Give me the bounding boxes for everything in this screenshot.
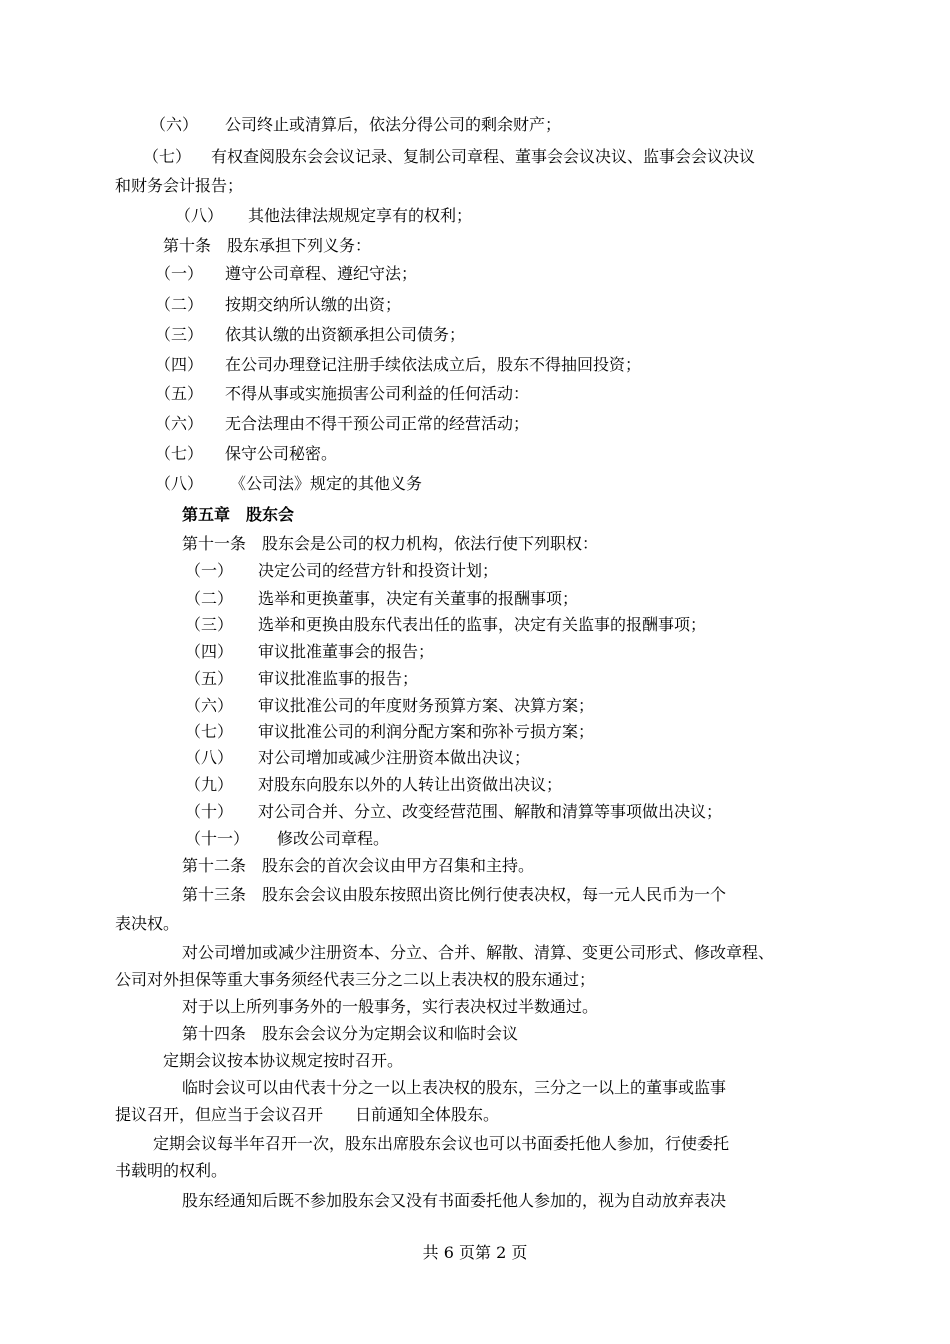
item-text: 其他法律法规规定享有的权利； (248, 206, 473, 225)
item-marker: （八） (155, 474, 204, 493)
item-text: 对公司增加或减少注册资本做出决议； (258, 748, 531, 767)
item-marker: （八） (185, 748, 234, 767)
item-text: 依其认缴的出资额承担公司债务； (225, 325, 466, 344)
item-marker: （二） (155, 295, 204, 314)
item-marker: （五） (185, 669, 234, 688)
article-13: 第十三条 股东会会议由股东按照出资比例行使表决权，每一元人民币为一个 (182, 885, 727, 904)
item-text: 对股东向股东以外的人转让出资做出决议； (258, 775, 563, 794)
item-text: 《公司法》规定的其他义务 (230, 474, 423, 493)
item-marker: （七） (185, 722, 234, 741)
power-item-6 (185, 696, 594, 718)
item-text: 审议批准公司的利润分配方案和弥补亏损方案； (258, 722, 595, 741)
item-text: 遵守公司章程、遵纪守法； (225, 264, 418, 283)
power-item-5 (185, 669, 418, 691)
item-marker: （六） (150, 115, 199, 134)
item-marker: （八） (175, 206, 224, 225)
item-text: 决定公司的经营方针和投资计划； (258, 561, 499, 580)
article-13-major-matters: 对公司增加或减少注册资本、分立、合并、解散、清算、变更公司形式、修改章程、 (182, 943, 775, 962)
article-14-extraordinary-meeting-continuation: 提议召开，但应当于会议召开 日前通知全体股东。 (115, 1105, 500, 1124)
item-text: 审议批准董事会的报告； (258, 642, 435, 661)
item-text: 审议批准监事的报告； (258, 669, 419, 688)
power-item-11 (185, 829, 389, 851)
article-13-major-matters-continuation: 公司对外担保等重大事务须经代表三分之二以上表决权的股东通过； (115, 970, 596, 989)
power-item-7 (185, 722, 594, 744)
article-13-continuation: 表决权。 (115, 914, 180, 933)
duty-item-8 (155, 474, 422, 496)
item-text: 按期交纳所认缴的出资； (225, 295, 402, 314)
item-marker: （二） (185, 589, 234, 608)
duty-item-7 (155, 444, 337, 466)
duty-item-2 (155, 295, 401, 317)
power-item-4 (185, 642, 434, 664)
item-text: 保守公司秘密。 (225, 444, 338, 463)
item-marker: （六） (155, 414, 204, 433)
article-14: 第十四条 股东会会议分为定期会议和临时会议 (182, 1024, 519, 1043)
item-text: 在公司办理登记注册手续依法成立后，股东不得抽回投资； (225, 355, 642, 374)
item-text: 选举和更换董事，决定有关董事的报酬事项； (258, 589, 579, 608)
item-marker: （一） (185, 561, 234, 580)
article-12: 第十二条 股东会的首次会议由甲方召集和主持。 (182, 856, 535, 875)
right-item-6 (150, 115, 561, 137)
item-marker: （九） (185, 775, 234, 794)
item-marker: （十） (185, 802, 234, 821)
right-item-7 (143, 147, 755, 169)
power-item-9 (185, 775, 562, 797)
duty-item-4 (155, 355, 641, 377)
item-marker: （三） (155, 325, 204, 344)
item-marker: （四） (155, 355, 204, 374)
article-10: 第十条 股东承担下列义务： (163, 236, 372, 255)
item-marker: （七） (143, 147, 192, 166)
duty-item-3 (155, 325, 465, 347)
power-item-2 (185, 589, 578, 611)
item-marker: （五） (155, 384, 204, 403)
page-number-footer: 共 6 页第 2 页 (422, 1243, 528, 1262)
power-item-1 (185, 561, 498, 583)
item-text: 不得从事或实施损害公司利益的任何活动： (225, 384, 530, 403)
item-text: 审议批准公司的年度财务预算方案、决算方案； (258, 696, 595, 715)
duty-item-6 (155, 414, 529, 436)
power-item-10 (185, 802, 722, 824)
item-marker: （七） (155, 444, 204, 463)
article-11: 第十一条 股东会是公司的权力机构，依法行使下列职权： (182, 534, 599, 553)
chapter-5-heading: 第五章 股东会 (182, 505, 295, 524)
power-item-8 (185, 748, 530, 770)
article-13-general-matters: 对于以上所列事务外的一般事务，实行表决权过半数通过。 (182, 997, 599, 1016)
item-text: 有权查阅股东会会议记录、复制公司章程、董事会会议决议、监事会会议决议 (211, 147, 756, 166)
article-14-meeting-frequency-continuation: 书载明的权利。 (115, 1161, 228, 1180)
article-14-extraordinary-meeting: 临时会议可以由代表十分之一以上表决权的股东，三分之一以上的董事或监事 (182, 1078, 727, 1097)
article-14-regular-meeting: 定期会议按本协议规定按时召开。 (163, 1051, 404, 1070)
power-item-3 (185, 615, 706, 637)
item-marker: （三） (185, 615, 234, 634)
article-14-meeting-frequency: 定期会议每半年召开一次，股东出席股东会议也可以书面委托他人参加，行使委托 (153, 1134, 730, 1153)
article-14-waiver: 股东经通知后既不参加股东会又没有书面委托他人参加的，视为自动放弃表决 (182, 1191, 727, 1210)
duty-item-1 (155, 264, 417, 286)
item-text: 公司终止或清算后，依法分得公司的剩余财产； (225, 115, 562, 134)
item-text: 无合法理由不得干预公司正常的经营活动； (225, 414, 530, 433)
item-marker: （四） (185, 642, 234, 661)
right-item-7-continuation: 和财务会计报告； (115, 176, 244, 195)
item-text: 对公司合并、分立、改变经营范围、解散和清算等事项做出决议； (258, 802, 723, 821)
item-marker: （十一） (185, 829, 250, 848)
duty-item-5 (155, 384, 529, 406)
item-marker: （六） (185, 696, 234, 715)
right-item-8 (175, 206, 472, 228)
item-marker: （一） (155, 264, 204, 283)
item-text: 选举和更换由股东代表出任的监事，决定有关监事的报酬事项； (258, 615, 707, 634)
item-text: 修改公司章程。 (277, 829, 390, 848)
